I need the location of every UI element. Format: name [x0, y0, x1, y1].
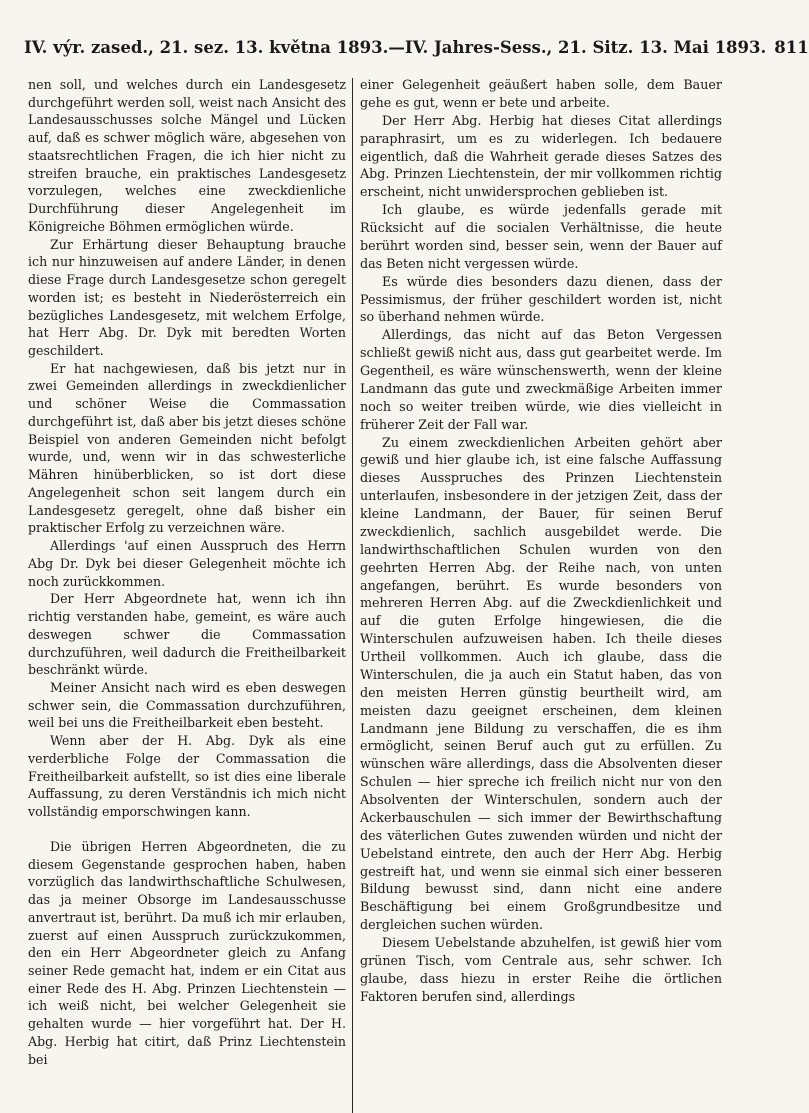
left-column: [28, 76, 346, 1107]
paragraph: Zu einem zweckdienlichen Arbeiten gehört aber gewiß und hier glaube ich, ist eine falsche Auffassung dieses Ausspruches des Prinzen Liechtenstein unterlaufen, insbesondere in der jetzigen Zeit, dass der kleine Landmann, der Bauer, für seinen Beruf zweckdienlich, sachlich ausgebildet werde. Die landwirthschaftlichen Schulen wurden von den geehrten Herren Abg. der Reihe nach, von unten angefangen, berührt. Es wurde besonders von mehreren Herren Abg. auf die Zweckdienlichkeit und auf die guten Erfolge hingewiesen, die die Winterschulen aufzuweisen haben. Ich theile dieses Urtheil vollkommen. Auch ich glaube, dass die Winterschulen, die ja auch ein Statut haben, das von den meisten Herren günstig beurtheilt wird, am meisten dazu geeignet erscheinen, dem kleinen Landmann jene Bildung zu verschaffen, die es ihm ermöglicht, seinen Beruf auch gut zu erfüllen. Zu wünschen wäre allerdings, dass die Absolventen dieser Schulen — hier spreche ich freilich nicht nur von den Absolventen der Winterschulen, sondern auch der Ackerbauschulen — sich immer der Bewirthschaftung des väterlichen Gutes zuwenden würden und nicht der Uebelstand eintrete, den auch der Herr Abg. Herbig gestreift hat, und wenn sie einmal sich einer besseren Bildung bewusst sind, dann nicht eine andere Beschäftigung bei einem Großgrundbesitze und dergleichen suchen würden.: [360, 434, 722, 933]
paragraph: Die übrigen Herren Abgeordneten, die zu diesem Gegenstande gesprochen haben, haben vorzüglich das landwirthschaftliche Schulwesen, das ja meiner Obsorge im Landesausschusse anvertraut ist, berührt. Da muß ich mir erlauben, zuerst auf einen Ausspruch zurückzukommen, den ein Herr Abgeordneter gleich zu Anfang seiner Rede gemacht hat, indem er ein Citat aus einer Rede des H. Abg. Prinzen Liechtenstein — ich weiß nicht, bei welcher Gelegenheit sie gehalten wurde — hier vorgeführt hat. Der H. Abg. Herbig hat citirt, daß Prinz Liechtenstein bei: [28, 838, 346, 1067]
page-header: [24, 38, 809, 57]
paragraph: nen soll, und welches durch ein Landesgesetz durchgeführt werden soll, weist nach Ansicht des Landesausschusses solche Mängel und Lücken auf, daß es schwer möglich wäre, abgesehen von staatsrechtlichen Fragen, die ich hier nicht zu streifen brauche, ein praktisches Landesgesetz vorzulegen, welches eine zweckdienliche Durchführung dieser Angelegenheit im Königreiche Böhmen ermöglichen würde.: [28, 77, 346, 234]
paragraph: Diesem Uebelstande abzuhelfen, ist gewiß hier vom grünen Tisch, vom Centrale aus, sehr schwer. Ich glaube, dass hiezu in erster Reihe die örtlichen Faktoren berufen sind, allerdings: [360, 935, 722, 1004]
paragraph: einer Gelegenheit geäußert haben solle, dem Bauer gehe es gut, wenn er bete und arbeite.: [360, 77, 722, 110]
page-number: 811: [774, 38, 809, 57]
paragraph: Allerdings 'auf einen Ausspruch des Herrn Abg Dr. Dyk bei dieser Gelegenheit möchte ich noch zurückkommen.: [28, 538, 346, 589]
paragraph: Der Herr Abgeordnete hat, wenn ich ihn richtig verstanden habe, gemeint, es wäre auch deswegen schwer die Commassation durchzuführen, weil dadurch die Freitheilbarkeit beschränkt würde.: [28, 591, 346, 678]
paragraph: Zur Erhärtung dieser Behauptung brauche ich nur hinzuweisen auf andere Länder, in denen diese Frage durch Landesgesetze schon geregelt worden ist; es besteht in Niederösterreich ein bezügliches Landesgesetz, mit welchem Erfolge, hat Herr Abg. Dr. Dyk mit beredten Worten geschildert.: [28, 236, 346, 359]
paragraph: Meiner Ansicht nach wird es eben deswegen schwer sein, die Commassation durchzuführen, weil bei uns die Freitheilbarkeit eben besteht.: [28, 679, 346, 731]
paragraph: Der Herr Abg. Herbig hat dieses Citat allerdings paraphrasirt, um es zu widerlegen. Ich bedauere eigentlich, daß die Wahrheit gerade dieses Satzes des Abg. Prinzen Liechtenstein, der mir vollkommen richtig erscheint, nicht unwidersprochen geblieben ist.: [360, 112, 722, 200]
paragraph: Ich glaube, es würde jedenfalls gerade mit Rücksicht auf die socialen Verhältnisse, die heute berührt worden sind, besser sein, wenn der Bauer auf das Beten nicht vergessen würde.: [360, 202, 722, 271]
paragraph: Allerdings, das nicht auf das Beton Vergessen schließt gewiß nicht aus, dass gut gearbeitet werde. Im Gegentheil, es wäre wünschenswerth, wenn der kleine Landmann das gute und zweckmäßige Arbeiten immer noch so weiter treiben würde, wie dies vielleicht in früherer Zeit der Fall war.: [360, 327, 722, 432]
right-column: [360, 76, 722, 1107]
header-czech: IV. výr. zased., 21. sez. 13. května 1893.: [24, 38, 389, 57]
paragraph: Wenn aber der H. Abg. Dyk als eine verderbliche Folge der Commassation die Freitheilbarkeit aufstellt, so ist dies eine liberale Auffassung, zu deren Verständnis ich mich nicht vollständig emporschwingen kann.: [28, 733, 346, 820]
paragraph: Er hat nachgewiesen, daß bis jetzt nur in zwei Gemeinden allerdings in zweckdienlicher und schöner Weise die Commassation durchgeführt ist, daß aber bis jetzt dieses schöne Beispiel von anderen Gemeinden nicht befolgt wurde, und, wenn wir in das schwesterliche Mähren hinüberblicken, so ist dort diese Angelegenheit schon seit langem durch ein Landesgesetz geregelt, ohne daß bisher ein praktischer Erfolg zu verzeichnen wäre.: [28, 360, 346, 536]
column-divider: [352, 78, 353, 1113]
header-german: IV. Jahres-Sess., 21. Sitz. 13. Mai 1893.: [404, 38, 767, 57]
paragraph: Es würde dies besonders dazu dienen, dass der Pessimismus, der früher geschildert worden ist, nicht so überhand nehmen würde.: [360, 273, 722, 325]
header-dash: —: [388, 38, 405, 57]
